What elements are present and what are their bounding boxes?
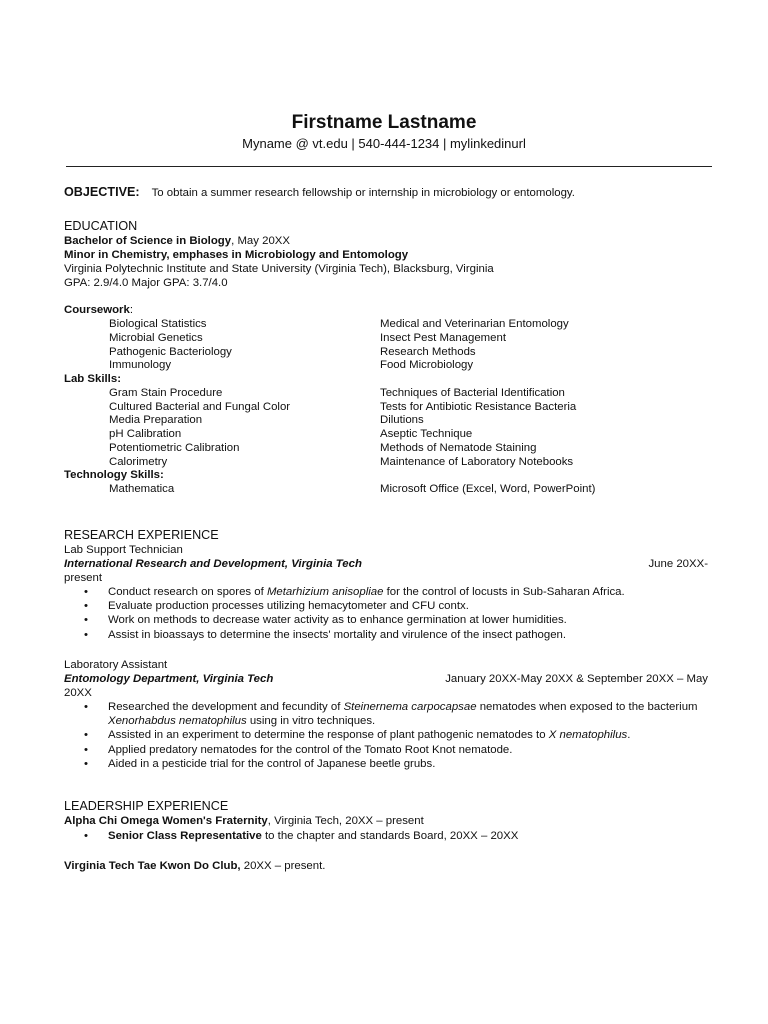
school-line: Virginia Polytechnic Institute and State University (Virginia Tech), Blacksburg, Virginia (64, 263, 494, 275)
education-heading: EDUCATION (64, 219, 138, 233)
lab-skill-item: Calorimetry (109, 456, 168, 468)
lab-skill-item: pH Calibration (109, 428, 182, 440)
lab-skill-item: Potentiometric Calibration (109, 442, 240, 454)
tech-skill-item: Mathematica (109, 483, 175, 495)
lab-skill-item: Methods of Nematode Staining (380, 442, 537, 454)
course-item: Research Methods (380, 346, 476, 358)
degree-line (64, 235, 290, 249)
job-date-continued: present (64, 572, 102, 584)
job-organization: Entomology Department, Virginia Tech (64, 673, 274, 685)
job2-bullets (84, 700, 724, 771)
job-organization: International Research and Development, Virginia Tech (64, 558, 362, 570)
course-item: Medical and Veterinarian Entomology (380, 318, 569, 330)
leadership-bullets (84, 829, 724, 843)
contact-line: Myname @ vt.edu | 540-444-1234 | mylinkedinurl (242, 136, 526, 151)
course-item: Pathogenic Bacteriology (109, 346, 232, 358)
job-date: June 20XX- (648, 558, 708, 570)
lab-skills-label: Lab Skills: (64, 373, 121, 385)
lab-skill-item: Dilutions (380, 414, 424, 426)
lab-skill-item: Gram Stain Procedure (109, 387, 223, 399)
course-item: Food Microbiology (380, 359, 474, 371)
leadership-org: Alpha Chi Omega Women's Fraternity, Virginia Tech, 20XX – present (64, 815, 424, 827)
lab-skill-item: Techniques of Bacterial Identification (380, 387, 565, 399)
bullet-item: • Applied predatory nematodes for the control of the Tomato Root Knot nematode. (84, 743, 724, 757)
bullet-item: • Work on methods to decrease water activity as to enhance germination at lower humidities. (84, 613, 724, 627)
job1-bullets (84, 585, 724, 642)
lab-skill-item: Cultured Bacterial and Fungal Color (109, 401, 291, 413)
degree-name: Bachelor of Science in Biology (64, 235, 232, 247)
leadership-org: Virginia Tech Tae Kwon Do Club, 20XX – present. (64, 860, 326, 872)
degree-date: , May 20XX (231, 235, 290, 247)
lab-skill-item: Tests for Antibiotic Resistance Bacteria (380, 401, 577, 413)
course-item: Insect Pest Management (380, 332, 506, 344)
leadership-heading: LEADERSHIP EXPERIENCE (64, 799, 229, 813)
gpa-line: GPA: 2.9/4.0 Major GPA: 3.7/4.0 (64, 277, 228, 289)
job-date: January 20XX-May 20XX & September 20XX – May (445, 673, 708, 685)
lab-skill-item: Media Preparation (109, 414, 203, 426)
course-item: Biological Statistics (109, 318, 207, 330)
bullet-item: • Assisted in an experiment to determine the response of plant pathogenic nematodes to X nematophilus. (84, 728, 724, 742)
job-title: Lab Support Technician (64, 544, 183, 556)
resume-name: Firstname Lastname (291, 112, 477, 133)
objective-text: To obtain a summer research fellowship or internship in microbiology or entomology. (151, 187, 575, 199)
lab-skill-item: Aseptic Technique (380, 428, 473, 440)
bullet-item: • Researched the development and fecundity of Steinernema carpocapsae nematodes when exposed to the bacterium Xenorhabdus nematophilus using in vitro techniques. (84, 700, 724, 728)
course-item: Microbial Genetics (109, 332, 203, 344)
objective (64, 186, 575, 201)
research-heading: RESEARCH EXPERIENCE (64, 528, 219, 542)
bullet-item: • Assist in bioassays to determine the insects' mortality and virulence of the insect pathogen. (84, 628, 724, 642)
objective-label: OBJECTIVE: (64, 185, 140, 199)
course-item: Immunology (109, 359, 172, 371)
lab-skill-item: Maintenance of Laboratory Notebooks (380, 456, 574, 468)
header-divider (66, 166, 712, 167)
bullet-item: • Evaluate production processes utilizing hemacytometer and CFU contx. (84, 599, 724, 613)
job-title: Laboratory Assistant (64, 659, 168, 671)
minor-line: Minor in Chemistry, emphases in Microbiology and Entomology (64, 249, 409, 261)
bullet-item: • Conduct research on spores of Metarhizium anisopliae for the control of locusts in Sub-Saharan Africa. (84, 585, 724, 599)
bullet-item: • Senior Class Representative to the chapter and standards Board, 20XX – 20XX (84, 829, 724, 843)
technology-skills-label: Technology Skills: (64, 469, 164, 481)
tech-skill-item: Microsoft Office (Excel, Word, PowerPoint) (380, 483, 596, 495)
bullet-item: • Aided in a pesticide trial for the control of Japanese beetle grubs. (84, 757, 724, 771)
coursework-label: Coursework: (64, 304, 134, 316)
job-date-continued: 20XX (64, 687, 92, 699)
